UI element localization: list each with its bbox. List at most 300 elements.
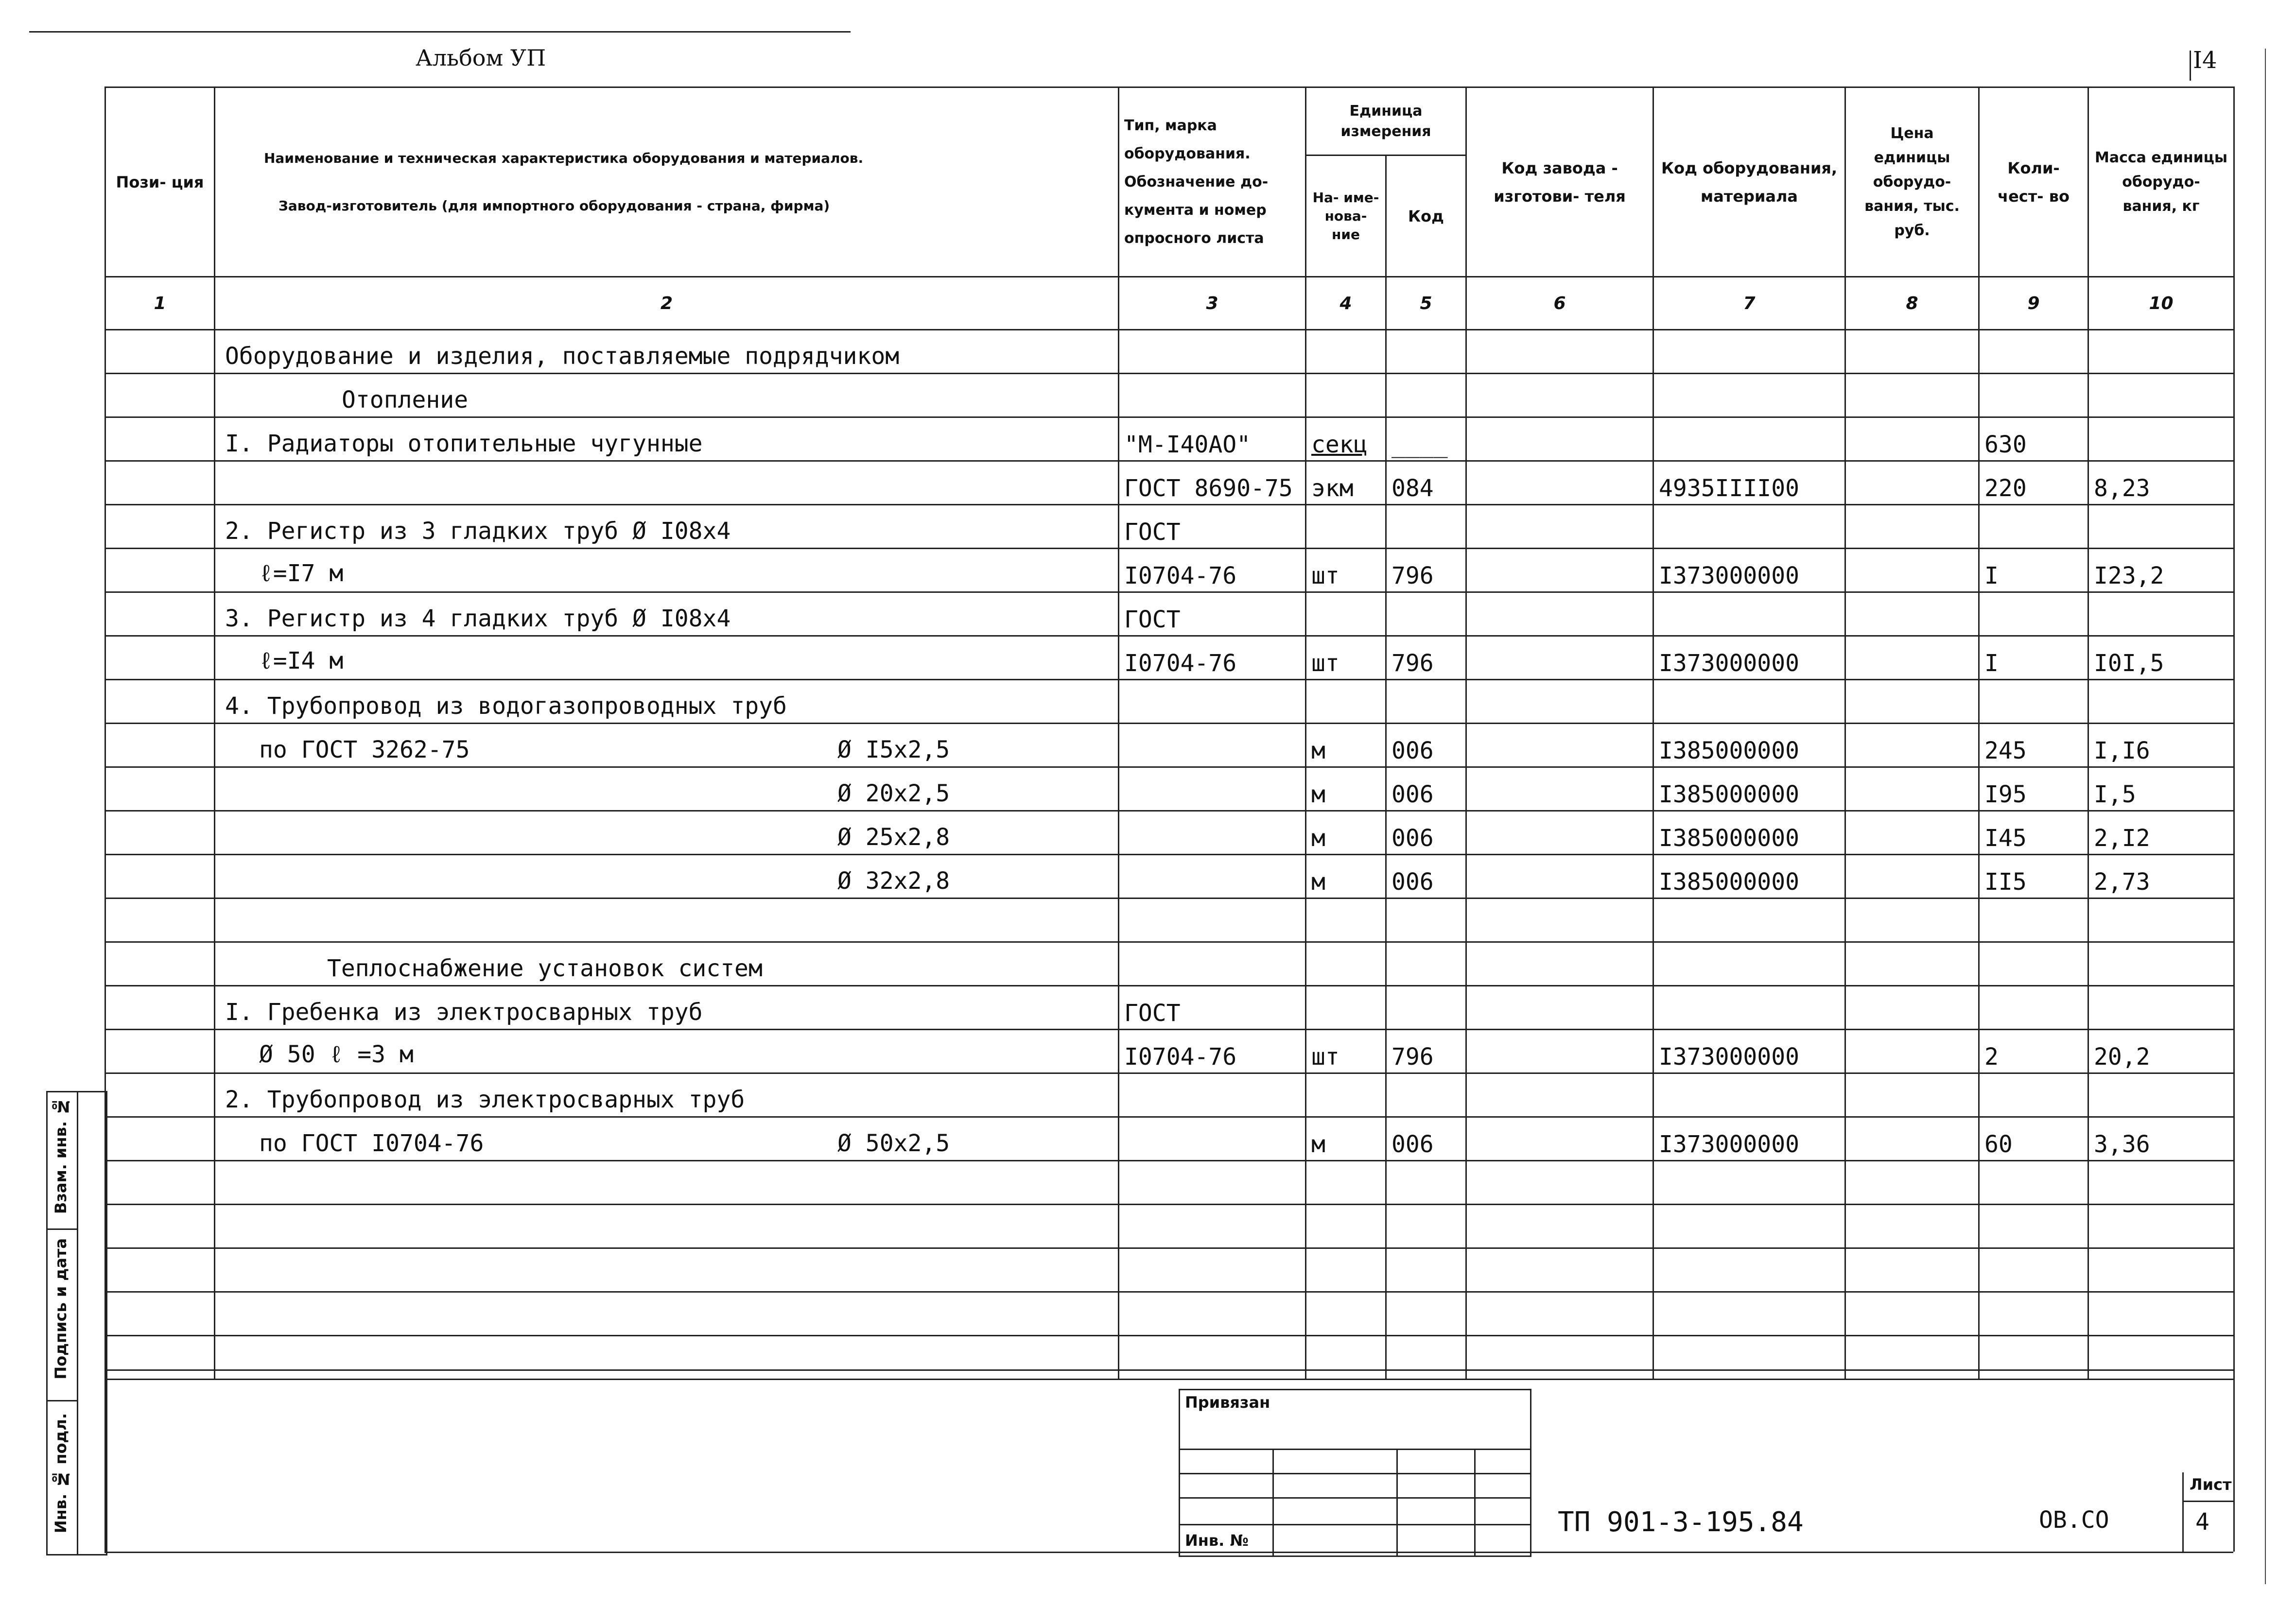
cell-unit-name: м: [1306, 767, 1386, 811]
cell-price: [1845, 330, 1979, 374]
cell-type: ГОСТ 8690-75: [1119, 461, 1306, 505]
column-number: 7: [1653, 277, 1845, 330]
cell-factory-code: [1466, 899, 1653, 942]
cell-unit-code: 006: [1386, 855, 1466, 899]
description-text: 2. Трубопровод из электросварных труб: [225, 1086, 745, 1113]
cell-mass: I23,2: [2088, 549, 2234, 592]
cell-type: [1119, 1336, 1306, 1380]
description-text: Теплоснабжение установок систем: [327, 955, 763, 982]
cell-quantity: [1979, 1292, 2088, 1336]
cell-quantity: I: [1979, 636, 2088, 680]
table-row: [105, 1336, 2234, 1380]
cell-type: "М-I40АО": [1119, 417, 1306, 461]
cell-quantity: [1979, 680, 2088, 724]
cell-mass: [2088, 1336, 2234, 1380]
cell-equipment-code: [1653, 1205, 1845, 1248]
table-row: [105, 855, 2234, 899]
description-wrap: [220, 420, 1113, 458]
table-row: [105, 899, 2234, 942]
cell-type: [1119, 680, 1306, 724]
description-text: по ГОСТ I0704-76: [259, 1130, 484, 1157]
cell-mass: [2088, 1073, 2234, 1117]
description-wrap: [220, 770, 1113, 808]
header-name-line2: Завод-изготовитель (для импортного оборудования - страна, фирма): [278, 197, 830, 214]
cell-position: [105, 1073, 215, 1117]
cell-equipment-code: [1653, 505, 1845, 549]
table-row: [105, 330, 2234, 374]
cell-unit-name: [1306, 680, 1386, 724]
cell-quantity: [1979, 1161, 2088, 1205]
description-text: 4. Трубопровод из водогазопроводных труб: [225, 692, 787, 720]
cell-quantity: 60: [1979, 1117, 2088, 1161]
cell-equipment-code: [1653, 1336, 1845, 1380]
cell-mass: [2088, 1205, 2234, 1248]
description-wrap: [220, 1295, 1113, 1333]
column-number: 3: [1119, 277, 1306, 330]
cell-position: [105, 899, 215, 942]
cell-price: [1845, 1073, 1979, 1117]
table-row: [105, 592, 2234, 636]
cell-position: [105, 1030, 215, 1073]
cell-price: [1845, 942, 1979, 986]
description-wrap: [220, 376, 1113, 415]
specification-table: [104, 86, 2235, 1380]
cell-description: [215, 1248, 1119, 1292]
cell-mass: [2088, 986, 2234, 1030]
header-unit: Единица измерения: [1306, 87, 1466, 156]
cell-factory-code: [1466, 549, 1653, 592]
cell-quantity: [1979, 899, 2088, 942]
cell-factory-code: [1466, 942, 1653, 986]
header-equipment-code: Код оборудования, материала: [1653, 87, 1845, 277]
sheet-box: [2182, 1472, 2235, 1552]
cell-type: [1119, 1117, 1306, 1161]
header-mass: Масса единицы оборудо- вания, кг: [2088, 87, 2234, 277]
table-row: [105, 724, 2234, 767]
column-number: 8: [1845, 277, 1979, 330]
cell-mass: 8,23: [2088, 461, 2234, 505]
cell-type: [1119, 942, 1306, 986]
stamp-row: [1180, 1524, 1530, 1525]
description-wrap: [220, 1076, 1113, 1114]
cell-unit-code: [1386, 1336, 1466, 1380]
cell-position: [105, 374, 215, 417]
cell-type: [1119, 1205, 1306, 1248]
cell-unit-name: экм: [1306, 461, 1386, 505]
cell-price: [1845, 1161, 1979, 1205]
side-strip-divider: [77, 1092, 78, 1554]
cell-equipment-code: [1653, 1073, 1845, 1117]
cell-unit-code: 796: [1386, 549, 1466, 592]
cell-type: [1119, 330, 1306, 374]
stamp-privyazan: Привязан: [1185, 1393, 1270, 1412]
stamp-row: [1180, 1473, 1530, 1474]
cell-quantity: 2: [1979, 1030, 2088, 1073]
cell-price: [1845, 1205, 1979, 1248]
description-wrap: [220, 639, 1113, 677]
cell-equipment-code: [1653, 330, 1845, 374]
cell-factory-code: [1466, 1336, 1653, 1380]
cell-mass: [2088, 680, 2234, 724]
cell-type: [1119, 1248, 1306, 1292]
cell-unit-name: м: [1306, 1117, 1386, 1161]
cell-description: [215, 417, 1119, 461]
cell-quantity: 630: [1979, 417, 2088, 461]
cell-type: [1119, 724, 1306, 767]
cell-description: [215, 1161, 1119, 1205]
cell-factory-code: [1466, 505, 1653, 549]
cell-price: [1845, 855, 1979, 899]
description-dimension: Ø 20х2,5: [837, 780, 950, 807]
table-row: [105, 374, 2234, 417]
cell-position: [105, 1248, 215, 1292]
cell-unit-name: [1306, 986, 1386, 1030]
cell-mass: [2088, 942, 2234, 986]
stamp-col: [1396, 1449, 1398, 1555]
cell-position: [105, 724, 215, 767]
cell-price: [1845, 767, 1979, 811]
cell-quantity: [1979, 592, 2088, 636]
cell-unit-name: [1306, 592, 1386, 636]
cell-quantity: [1979, 986, 2088, 1030]
cell-description: [215, 1336, 1119, 1380]
cell-position: [105, 636, 215, 680]
cell-factory-code: [1466, 724, 1653, 767]
cell-unit-code: [1386, 1161, 1466, 1205]
table-bottom-rule: [104, 1369, 2233, 1371]
cell-price: [1845, 1292, 1979, 1336]
cell-mass: [2088, 1161, 2234, 1205]
cell-factory-code: [1466, 1292, 1653, 1336]
frame-right-line: [2233, 86, 2235, 1552]
cell-type: ГОСТ: [1119, 592, 1306, 636]
cell-unit-name: шт: [1306, 636, 1386, 680]
cell-mass: 2,73: [2088, 855, 2234, 899]
column-number: 9: [1979, 277, 2088, 330]
cell-equipment-code: [1653, 1161, 1845, 1205]
cell-description: [215, 986, 1119, 1030]
cell-quantity: 245: [1979, 724, 2088, 767]
cell-unit-name: [1306, 1161, 1386, 1205]
table-row: [105, 1117, 2234, 1161]
cell-description: [215, 899, 1119, 942]
cell-mass: [2088, 899, 2234, 942]
description-wrap: [220, 813, 1113, 852]
cell-unit-name: м: [1306, 724, 1386, 767]
description-dimension: Ø I5х2,5: [837, 736, 950, 763]
description-text: Оборудование и изделия, поставляемые подрядчиком: [225, 343, 900, 370]
cell-type: ГОСТ: [1119, 986, 1306, 1030]
table-row: [105, 986, 2234, 1030]
cell-quantity: II5: [1979, 855, 2088, 899]
stamp-col: [1272, 1449, 1274, 1555]
cell-type: I0704-76: [1119, 1030, 1306, 1073]
description-wrap: [220, 682, 1113, 721]
cell-unit-code: ____: [1386, 417, 1466, 461]
cell-equipment-code: I373000000: [1653, 1117, 1845, 1161]
cell-factory-code: [1466, 461, 1653, 505]
side-label-inv: Инв. № подл.: [52, 1413, 70, 1534]
cell-type: [1119, 811, 1306, 855]
description-text: I. Радиаторы отопительные чугунные: [225, 430, 703, 457]
sheet-edge-line: [2265, 49, 2266, 1584]
description-dimension: Ø 50х2,5: [837, 1130, 950, 1157]
cell-description: [215, 855, 1119, 899]
cell-price: [1845, 374, 1979, 417]
cell-mass: [2088, 374, 2234, 417]
cell-type: [1119, 767, 1306, 811]
cell-description: [215, 1030, 1119, 1073]
description-text: ℓ=I7 м: [259, 560, 344, 587]
cell-unit-name: м: [1306, 811, 1386, 855]
column-number: 10: [2088, 277, 2234, 330]
table-row: [105, 505, 2234, 549]
sheet-number: 4: [2195, 1508, 2209, 1536]
cell-unit-name: [1306, 1073, 1386, 1117]
header-factory-code: Код завода - изготови- теля: [1466, 87, 1653, 277]
cell-unit-name: м: [1306, 855, 1386, 899]
table-row: [105, 767, 2234, 811]
description-wrap: [220, 726, 1113, 764]
document-number: ТП 901-3-195.84: [1558, 1506, 1804, 1538]
table-row: [105, 1161, 2234, 1205]
table-row: [105, 1030, 2234, 1073]
cell-factory-code: [1466, 1248, 1653, 1292]
stamp-row: [1180, 1449, 1530, 1450]
cell-unit-name: шт: [1306, 549, 1386, 592]
cell-factory-code: [1466, 767, 1653, 811]
description-text: Отопление: [342, 386, 469, 414]
cell-factory-code: [1466, 374, 1653, 417]
cell-unit-code: [1386, 592, 1466, 636]
description-wrap: [220, 857, 1113, 896]
page-number-divider: [2190, 51, 2191, 81]
cell-quantity: [1979, 330, 2088, 374]
cell-description: [215, 592, 1119, 636]
cell-equipment-code: I373000000: [1653, 1030, 1845, 1073]
cell-equipment-code: [1653, 592, 1845, 636]
description-wrap: [220, 1338, 1113, 1377]
cell-unit-code: [1386, 1248, 1466, 1292]
stamp-row: [1180, 1497, 1530, 1499]
description-wrap: [220, 1163, 1113, 1202]
cell-position: [105, 505, 215, 549]
cell-position: [105, 1161, 215, 1205]
cell-unit-code: [1386, 1292, 1466, 1336]
cell-description: [215, 636, 1119, 680]
cell-quantity: [1979, 1073, 2088, 1117]
cell-equipment-code: [1653, 374, 1845, 417]
description-wrap: [220, 1120, 1113, 1158]
album-title: Альбом УП: [416, 45, 546, 71]
top-rule: [29, 31, 851, 33]
cell-equipment-code: I373000000: [1653, 549, 1845, 592]
cell-factory-code: [1466, 1117, 1653, 1161]
cell-price: [1845, 1030, 1979, 1073]
cell-unit-code: 006: [1386, 811, 1466, 855]
cell-description: [215, 767, 1119, 811]
cell-quantity: [1979, 1336, 2088, 1380]
cell-equipment-code: [1653, 899, 1845, 942]
description-wrap: [220, 945, 1113, 983]
cell-mass: I,I6: [2088, 724, 2234, 767]
cell-unit-code: 796: [1386, 1030, 1466, 1073]
cell-mass: 20,2: [2088, 1030, 2234, 1073]
cell-description: [215, 330, 1119, 374]
cell-factory-code: [1466, 680, 1653, 724]
cell-price: [1845, 724, 1979, 767]
cell-mass: 2,I2: [2088, 811, 2234, 855]
cell-unit-name: [1306, 1336, 1386, 1380]
cell-unit-code: [1386, 986, 1466, 1030]
description-text: I. Гребенка из электросварных труб: [225, 999, 703, 1026]
cell-type: I0704-76: [1119, 636, 1306, 680]
cell-mass: I0I,5: [2088, 636, 2234, 680]
cell-quantity: [1979, 1205, 2088, 1248]
cell-position: [105, 461, 215, 505]
cell-unit-name: [1306, 505, 1386, 549]
cell-factory-code: [1466, 636, 1653, 680]
cell-type: [1119, 1161, 1306, 1205]
description-text: Ø 50 ℓ =3 м: [259, 1041, 414, 1068]
cell-equipment-code: 4935IIII00: [1653, 461, 1845, 505]
column-number: 5: [1386, 277, 1466, 330]
cell-unit-name: секц: [1306, 417, 1386, 461]
cell-description: [215, 374, 1119, 417]
cell-description: [215, 505, 1119, 549]
description-text: по ГОСТ 3262-75: [259, 736, 470, 763]
column-number: 6: [1466, 277, 1653, 330]
header-name-line1: Наименование и техническая характеристика оборудования и материалов.: [264, 150, 864, 166]
cell-unit-code: [1386, 374, 1466, 417]
cell-position: [105, 767, 215, 811]
cell-mass: [2088, 505, 2234, 549]
cell-position: [105, 1292, 215, 1336]
cell-price: [1845, 505, 1979, 549]
cell-mass: [2088, 417, 2234, 461]
cell-type: [1119, 855, 1306, 899]
cell-unit-code: 084: [1386, 461, 1466, 505]
cell-quantity: [1979, 374, 2088, 417]
cell-description: [215, 1205, 1119, 1248]
cell-factory-code: [1466, 986, 1653, 1030]
header-name: [215, 87, 1119, 277]
table-row: [105, 1292, 2234, 1336]
cell-description: [215, 811, 1119, 855]
cell-equipment-code: [1653, 986, 1845, 1030]
description-wrap: [220, 507, 1113, 546]
cell-unit-code: [1386, 505, 1466, 549]
table-row: [105, 417, 2234, 461]
cell-description: [215, 942, 1119, 986]
cell-position: [105, 330, 215, 374]
side-strip: [46, 1091, 107, 1555]
cell-price: [1845, 549, 1979, 592]
description-text: 2. Регистр из 3 гладких труб Ø I08х4: [225, 518, 731, 545]
cell-price: [1845, 899, 1979, 942]
cell-equipment-code: I385000000: [1653, 724, 1845, 767]
cell-unit-name: [1306, 330, 1386, 374]
cell-type: [1119, 899, 1306, 942]
frame-bottom-line: [104, 1552, 2233, 1553]
header-unit-name: На- име- нова- ние: [1306, 156, 1386, 277]
cell-mass: [2088, 1292, 2234, 1336]
sheet-box-divider: [2184, 1501, 2235, 1502]
cell-equipment-code: I385000000: [1653, 767, 1845, 811]
table-row: [105, 942, 2234, 986]
description-wrap: [220, 332, 1113, 371]
cell-unit-name: [1306, 899, 1386, 942]
cell-factory-code: [1466, 855, 1653, 899]
cell-equipment-code: I385000000: [1653, 855, 1845, 899]
cell-quantity: I95: [1979, 767, 2088, 811]
cell-unit-code: 006: [1386, 724, 1466, 767]
cell-price: [1845, 1336, 1979, 1380]
table-row: [105, 1073, 2234, 1117]
binding-stamp: [1179, 1389, 1531, 1557]
table-body: [105, 330, 2234, 1380]
header-unit-code: Код: [1386, 156, 1466, 277]
description-wrap: [220, 595, 1113, 633]
cell-mass: 3,36: [2088, 1117, 2234, 1161]
side-label-podpis: Подпись и дата: [52, 1238, 70, 1380]
cell-unit-code: [1386, 1205, 1466, 1248]
cell-mass: [2088, 1248, 2234, 1292]
cell-equipment-code: [1653, 1248, 1845, 1292]
column-numbers-row: [105, 277, 2234, 330]
cell-description: [215, 1292, 1119, 1336]
cell-quantity: I: [1979, 549, 2088, 592]
cell-unit-code: [1386, 330, 1466, 374]
header-type: Тип, марка оборудования. Обозначение до- кумента и номер опросного листа: [1119, 87, 1306, 277]
cell-unit-code: 796: [1386, 636, 1466, 680]
cell-type: ГОСТ: [1119, 505, 1306, 549]
cell-factory-code: [1466, 1073, 1653, 1117]
cell-mass: [2088, 330, 2234, 374]
cell-unit-name: [1306, 1205, 1386, 1248]
description-dimension: Ø 25х2,8: [837, 824, 950, 851]
cell-price: [1845, 811, 1979, 855]
cell-mass: [2088, 592, 2234, 636]
header-position: Пози- ция: [105, 87, 215, 277]
cell-unit-name: [1306, 942, 1386, 986]
cell-type: [1119, 1073, 1306, 1117]
description-wrap: [220, 1032, 1113, 1071]
cell-equipment-code: [1653, 417, 1845, 461]
table-row: [105, 1248, 2234, 1292]
cell-quantity: [1979, 1248, 2088, 1292]
stamp-col: [1474, 1449, 1476, 1555]
cell-price: [1845, 1248, 1979, 1292]
cell-unit-code: 006: [1386, 1117, 1466, 1161]
cell-position: [105, 942, 215, 986]
cell-unit-code: [1386, 680, 1466, 724]
cell-price: [1845, 986, 1979, 1030]
table-row: [105, 636, 2234, 680]
cell-equipment-code: I373000000: [1653, 636, 1845, 680]
column-number: 2: [215, 277, 1119, 330]
cell-unit-name: [1306, 1248, 1386, 1292]
cell-factory-code: [1466, 330, 1653, 374]
cell-position: [105, 1117, 215, 1161]
table-header: [105, 87, 2234, 330]
cell-unit-code: [1386, 899, 1466, 942]
cell-position: [105, 811, 215, 855]
cell-position: [105, 1336, 215, 1380]
cell-description: [215, 680, 1119, 724]
table-row: [105, 461, 2234, 505]
column-number: 1: [105, 277, 215, 330]
